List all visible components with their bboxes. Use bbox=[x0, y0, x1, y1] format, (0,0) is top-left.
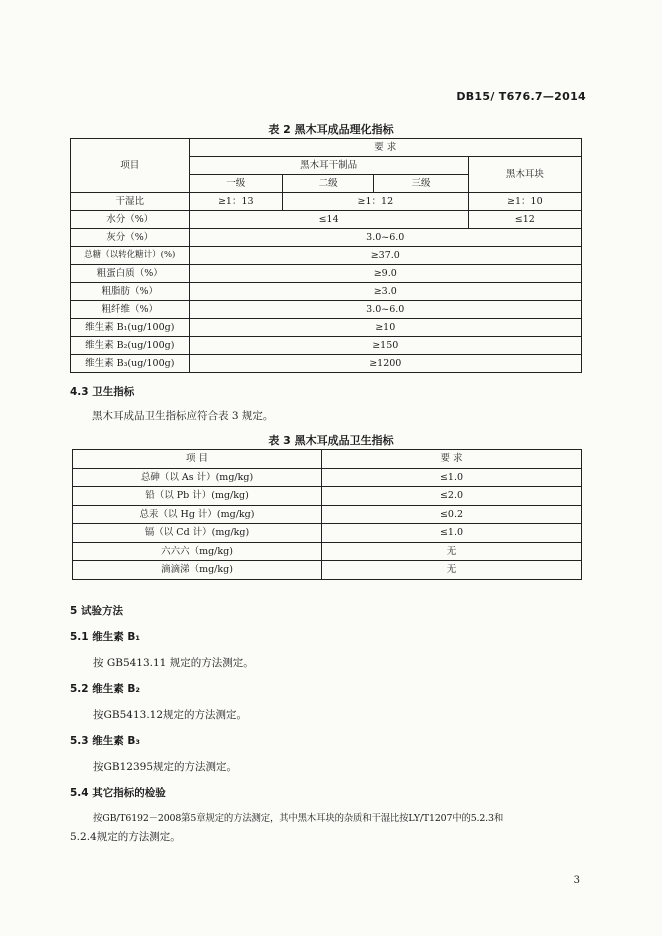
table2-physicochemical bbox=[70, 138, 582, 373]
section-5-2-text: 按GB5413.12规定的方法测定。 bbox=[93, 709, 248, 721]
section-5-1-text: 按 GB5413.11 规定的方法测定。 bbox=[93, 657, 254, 669]
section-5-4-text-line2: 5.2.4规定的方法测定。 bbox=[70, 831, 181, 843]
table2-header-block: 黑木耳块 bbox=[468, 157, 581, 193]
section-5-3-text: 按GB12395规定的方法测定。 bbox=[93, 761, 238, 773]
row-value: ≤1.0 bbox=[322, 524, 582, 543]
row-value: 无 bbox=[322, 561, 582, 580]
row-grade23-value: ≥1：12 bbox=[282, 193, 468, 211]
row-item: 总砷（以 As 计）(mg/kg) bbox=[73, 468, 322, 487]
table-row bbox=[73, 487, 582, 506]
section-5-4-heading: 5.4 其它指标的检验 bbox=[70, 787, 166, 799]
row-item: 灰分（%） bbox=[71, 229, 190, 247]
row-value: ≥1200 bbox=[189, 355, 581, 373]
section-4-3-heading: 4.3 卫生指标 bbox=[70, 386, 135, 398]
row-item: 维生素 B₁(ug/100g) bbox=[71, 319, 190, 337]
section-5-4-text-line1: 按GB/T6192－2008第5章规定的方法测定，其中黑木耳块的杂质和干湿比按LY/T1207中的5.2.3和 bbox=[93, 813, 504, 824]
row-item: 水分（%） bbox=[71, 211, 190, 229]
row-dry-value: ≤14 bbox=[189, 211, 468, 229]
table-row bbox=[71, 229, 582, 247]
row-item: 滴滴涕（mg/kg) bbox=[73, 561, 322, 580]
table2-header-item: 项目 bbox=[71, 139, 190, 193]
table-row bbox=[71, 193, 582, 211]
row-item: 粗蛋白质（%） bbox=[71, 265, 190, 283]
row-grade1-value: ≥1：13 bbox=[189, 193, 282, 211]
section-4-3-text: 黑木耳成品卫生指标应符合表 3 规定。 bbox=[92, 410, 274, 422]
table2-header-requirement: 要 求 bbox=[189, 139, 581, 157]
table-row bbox=[71, 247, 582, 265]
row-value: ≤2.0 bbox=[322, 487, 582, 506]
row-item: 总糖（以转化糖计）(%) bbox=[71, 247, 190, 265]
row-value: ≥150 bbox=[189, 337, 581, 355]
row-item: 总汞（以 Hg 计）(mg/kg) bbox=[73, 505, 322, 524]
table-row bbox=[71, 355, 582, 373]
table2-caption: 表 2 黑木耳成品理化指标 bbox=[268, 123, 394, 136]
section-5-2-heading: 5.2 维生素 B₂ bbox=[70, 683, 141, 695]
row-block-value: ≥1：10 bbox=[468, 193, 581, 211]
table3-caption: 表 3 黑木耳成品卫生指标 bbox=[268, 434, 394, 447]
row-value: ≥9.0 bbox=[189, 265, 581, 283]
row-item: 铅（以 Pb 计）(mg/kg) bbox=[73, 487, 322, 506]
row-value: ≤0.2 bbox=[322, 505, 582, 524]
table2-header-dry-products: 黑木耳干制品 bbox=[189, 157, 468, 175]
table3-header-item: 项 目 bbox=[73, 450, 322, 469]
row-item: 镉（以 Cd 计）(mg/kg) bbox=[73, 524, 322, 543]
table-row bbox=[71, 265, 582, 283]
page-number: 3 bbox=[573, 875, 580, 886]
table2-header-grade3: 三级 bbox=[374, 175, 468, 193]
row-item: 维生素 B₃(ug/100g) bbox=[71, 355, 190, 373]
table-row bbox=[71, 283, 582, 301]
table-row bbox=[71, 337, 582, 355]
section-5-3-heading: 5.3 维生素 B₃ bbox=[70, 735, 141, 747]
row-item: 粗纤维（%） bbox=[71, 301, 190, 319]
table2-header-grade2: 二级 bbox=[282, 175, 373, 193]
table-row bbox=[73, 505, 582, 524]
table-row bbox=[71, 301, 582, 319]
row-item: 六六六（mg/kg) bbox=[73, 542, 322, 561]
row-item: 维生素 B₂(ug/100g) bbox=[71, 337, 190, 355]
standard-code: DB15/ T676.7—2014 bbox=[456, 90, 586, 103]
table3-header-requirement: 要 求 bbox=[322, 450, 582, 469]
table-row bbox=[73, 542, 582, 561]
row-item: 粗脂肪（%） bbox=[71, 283, 190, 301]
row-item: 干湿比 bbox=[71, 193, 190, 211]
table-row bbox=[73, 524, 582, 543]
table-row bbox=[71, 319, 582, 337]
section-5-heading: 5 试验方法 bbox=[70, 605, 123, 617]
table-row bbox=[73, 468, 582, 487]
row-value: ≥37.0 bbox=[189, 247, 581, 265]
table-row bbox=[73, 561, 582, 580]
table3-hygiene bbox=[72, 449, 582, 580]
row-block-value: ≤12 bbox=[468, 211, 581, 229]
row-value: 3.0~6.0 bbox=[189, 229, 581, 247]
table2-header-grade1: 一级 bbox=[189, 175, 282, 193]
row-value: 无 bbox=[322, 542, 582, 561]
row-value: ≥3.0 bbox=[189, 283, 581, 301]
section-5-1-heading: 5.1 维生素 B₁ bbox=[70, 631, 141, 643]
table-row bbox=[71, 211, 582, 229]
row-value: ≤1.0 bbox=[322, 468, 582, 487]
row-value: 3.0~6.0 bbox=[189, 301, 581, 319]
row-value: ≥10 bbox=[189, 319, 581, 337]
